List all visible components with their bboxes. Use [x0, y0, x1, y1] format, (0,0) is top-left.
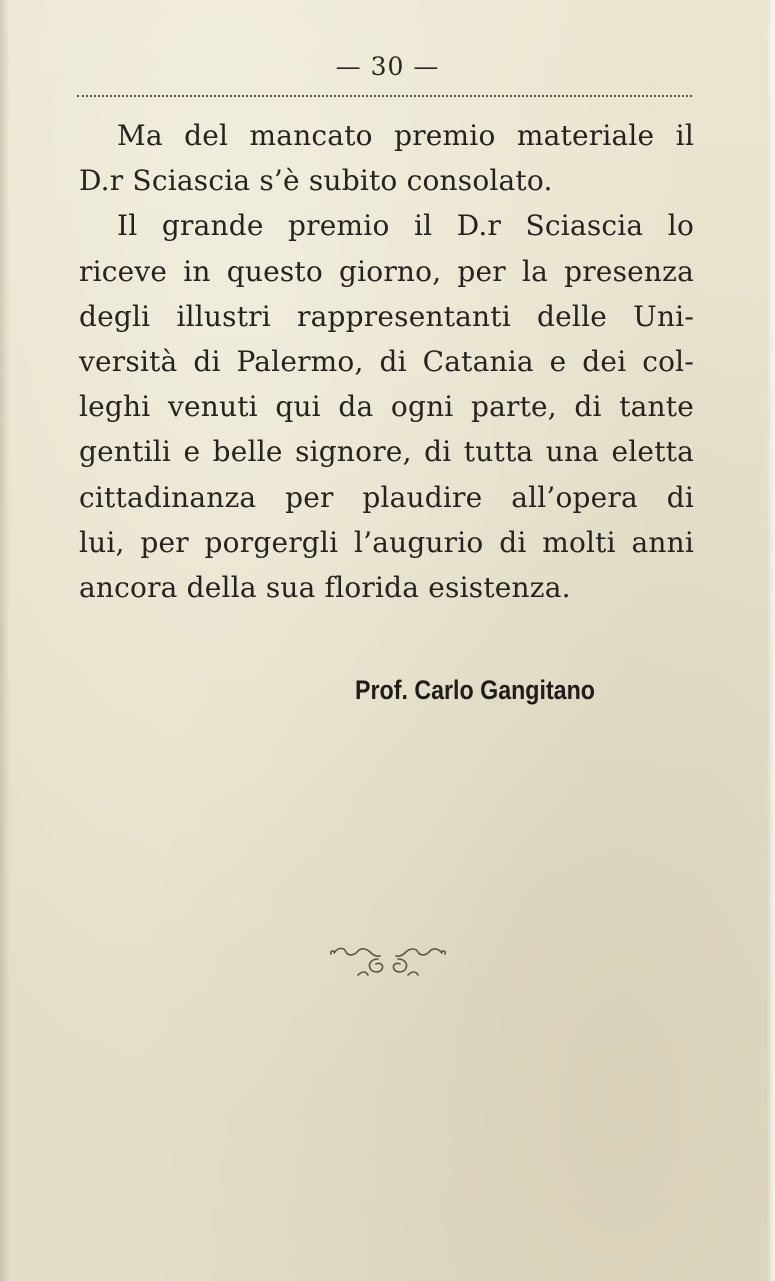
text-line: ancora della sua florida esistenza.	[79, 571, 571, 605]
decorative-flourish-icon	[328, 945, 448, 981]
text-line: leghi venuti qui da ogni parte, di tante	[79, 390, 694, 424]
text-line: cittadinanza per plaudire all’opera di	[79, 480, 694, 514]
header-rule	[77, 95, 692, 97]
page-edge	[767, 0, 775, 1281]
text-line: versità di Palermo, di Catania e dei col-	[79, 345, 694, 379]
text-line: riceve in questo giorno, per la presenza	[79, 254, 694, 288]
text-line: Ma del mancato premio materiale il	[117, 119, 694, 152]
text-line: degli illustri rappresentanti delle Uni-	[79, 299, 694, 333]
page-number: — 30 —	[335, 52, 440, 81]
text-line: D.r Sciascia s’è subito consolato.	[79, 164, 553, 198]
text-line: Il grande premio il D.r Sciascia lo	[117, 209, 694, 243]
body-text	[79, 113, 694, 610]
text-line: lui, per porgergli l’augurio di molti anni	[79, 525, 694, 559]
page-gutter-shadow	[0, 0, 10, 1281]
text-line: gentili e belle signore, di tutta una eletta	[79, 435, 694, 469]
author-signature: Prof. Carlo Gangitano	[355, 675, 595, 705]
